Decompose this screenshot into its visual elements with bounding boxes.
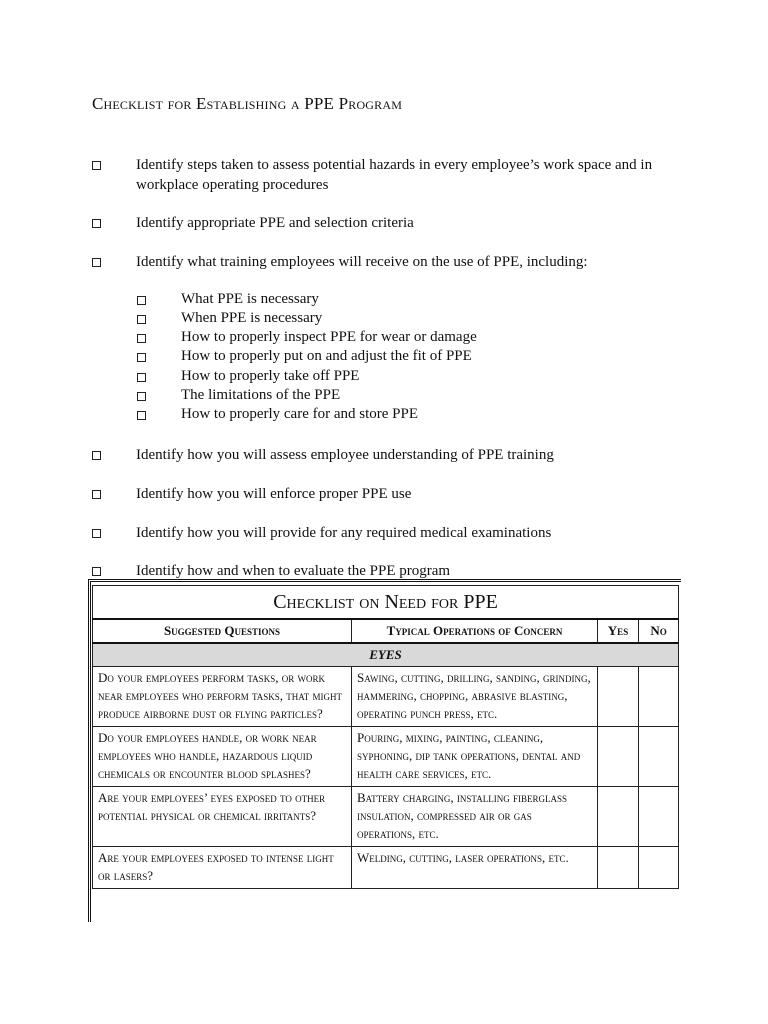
column-header-no: No xyxy=(639,619,679,643)
subchecklist-item-text: How to properly inspect PPE for wear or damage xyxy=(181,329,477,345)
checkbox-icon[interactable] xyxy=(92,490,101,499)
question-cell: Are your employees exposed to intense light or lasers? xyxy=(93,847,352,889)
section-header-eyes: EYES xyxy=(93,643,679,667)
column-header-typical-operations: Typical Operations of Concern xyxy=(352,619,598,643)
question-cell: Do your employees perform tasks, or work near employees who perform tasks, that might produce airborne dust or flying particles? xyxy=(93,667,352,727)
checklist-item-text: Identify appropriate PPE and selection criteria xyxy=(136,215,414,231)
operations-cell: Sawing, cutting, drilling, sanding, grinding, hammering, chopping, abrasive blasting, operating punch press, etc. xyxy=(352,667,598,727)
subchecklist-item-text: The limitations of the PPE xyxy=(181,387,341,403)
table-row xyxy=(93,847,679,889)
checklist-item-text: Identify how you will assess employee understanding of PPE training xyxy=(136,447,554,463)
yes-answer-cell[interactable] xyxy=(598,667,639,727)
checklist-item-text: Identify how you will provide for any required medical examinations xyxy=(136,525,552,541)
checkbox-icon[interactable] xyxy=(137,411,146,420)
question-cell: Are your employees’ eyes exposed to other potential physical or chemical irritants? xyxy=(93,787,352,847)
checkbox-icon[interactable] xyxy=(137,296,146,305)
establishing-ppe-program-title: Checklist for Establishing a PPE Program xyxy=(92,94,403,113)
checkbox-icon[interactable] xyxy=(92,258,101,267)
checkbox-icon[interactable] xyxy=(137,315,146,324)
checkbox-icon[interactable] xyxy=(137,392,146,401)
question-cell: Do your employees handle, or work near employees who handle, hazardous liquid chemicals or encounter blood splashes? xyxy=(93,727,352,787)
checkbox-icon[interactable] xyxy=(137,373,146,382)
checklist-item-text: Identify what training employees will receive on the use of PPE, including: xyxy=(136,254,588,270)
no-answer-cell[interactable] xyxy=(639,667,679,727)
need-for-ppe-title: Checklist on Need for PPE xyxy=(93,586,679,620)
no-answer-cell[interactable] xyxy=(639,787,679,847)
yes-answer-cell[interactable] xyxy=(598,787,639,847)
subchecklist-item-text: How to properly take off PPE xyxy=(181,368,360,384)
checkbox-icon[interactable] xyxy=(92,567,101,576)
table-row xyxy=(93,787,679,847)
checklist-item-text: Identify how you will enforce proper PPE use xyxy=(136,486,412,502)
operations-cell: Pouring, mixing, painting, cleaning, syphoning, dip tank operations, dental and health care services, etc. xyxy=(352,727,598,787)
need-for-ppe-table xyxy=(92,585,679,889)
checkbox-icon[interactable] xyxy=(92,529,101,538)
checklist-item-text: Identify steps taken to assess potential hazards in every employee’s work space and in workplace operating procedures xyxy=(136,157,653,193)
subchecklist-item-text: When PPE is necessary xyxy=(181,310,323,326)
subchecklist-item-text: What PPE is necessary xyxy=(181,291,319,307)
table-row xyxy=(93,727,679,787)
operations-cell: Welding, cutting, laser operations, etc. xyxy=(352,847,598,889)
table-row xyxy=(93,667,679,727)
checkbox-icon[interactable] xyxy=(137,353,146,362)
no-answer-cell[interactable] xyxy=(639,847,679,889)
checkbox-icon[interactable] xyxy=(92,451,101,460)
yes-answer-cell[interactable] xyxy=(598,847,639,889)
no-answer-cell[interactable] xyxy=(639,727,679,787)
checkbox-icon[interactable] xyxy=(137,334,146,343)
column-header-yes: Yes xyxy=(598,619,639,643)
checkbox-icon[interactable] xyxy=(92,161,101,170)
yes-answer-cell[interactable] xyxy=(598,727,639,787)
checkbox-icon[interactable] xyxy=(92,219,101,228)
checklist-item-text: Identify how and when to evaluate the PPE program xyxy=(136,563,451,579)
subchecklist-item-text: How to properly care for and store PPE xyxy=(181,406,419,422)
column-header-suggested-questions: Suggested Questions xyxy=(93,619,352,643)
operations-cell: Battery charging, installing fiberglass insulation, compressed air or gas operations, etc. xyxy=(352,787,598,847)
subchecklist-item-text: How to properly put on and adjust the fit of PPE xyxy=(181,348,472,364)
